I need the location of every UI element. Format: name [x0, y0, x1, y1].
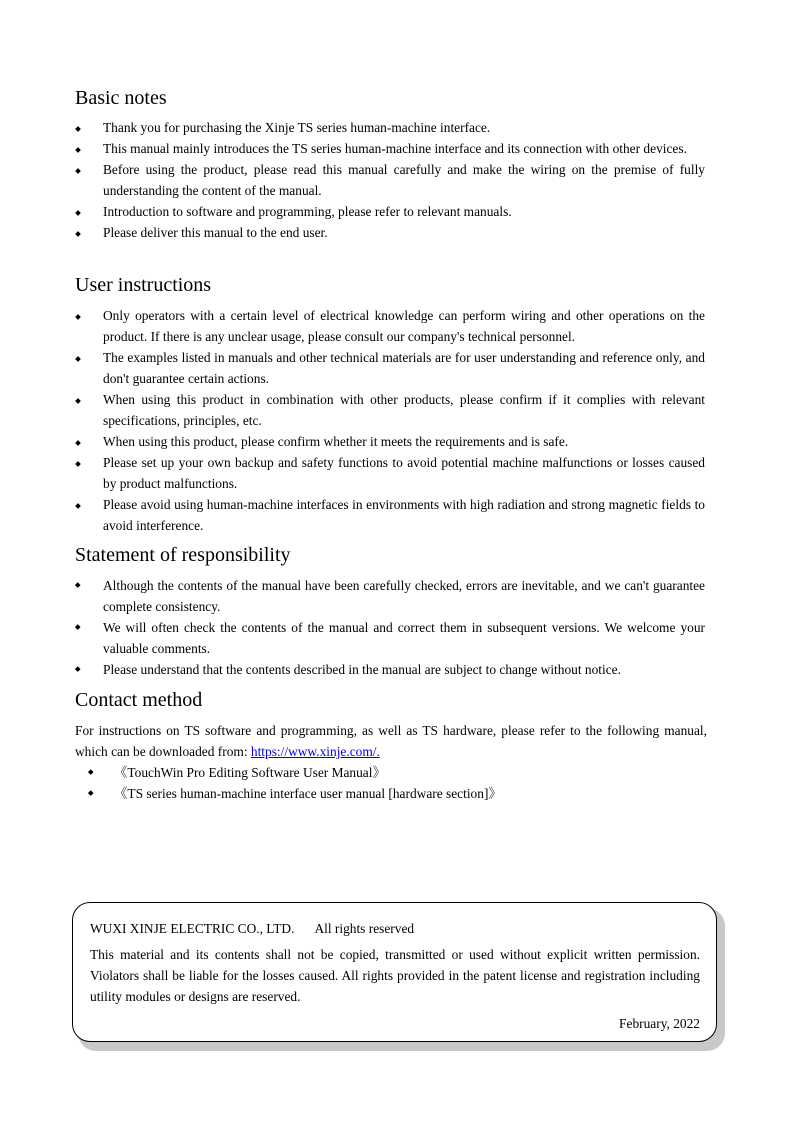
bullet-icon — [75, 222, 87, 243]
bullet-icon — [88, 762, 100, 783]
list-item: 《TouchWin Pro Editing Software User Manual》 — [88, 762, 502, 783]
contact-intro: For instructions on TS software and programming, as well as TS hardware, please refer to the following manual, which can be downloaded from: https://www.xinje.com/. — [75, 723, 707, 759]
list-item: Although the contents of the manual have been carefully checked, errors are inevitable, and we can't guarantee complete consistency. — [75, 575, 705, 617]
list-item: Only operators with a certain level of electrical knowledge can perform wiring and other operations on the product. If there is any unclear usage, please consult our company's technical personnel. — [75, 305, 705, 347]
list-item: Before using the product, please read this manual carefully and make the wiring on the premise of fully understanding the content of the manual. — [75, 159, 705, 201]
list-item: Please set up your own backup and safety functions to avoid potential machine malfunctions or losses caused by product malfunctions. — [75, 452, 705, 494]
bullet-icon — [75, 389, 87, 410]
list-item: Please understand that the contents described in the manual are subject to change without notice. — [75, 659, 705, 680]
bullet-icon — [75, 138, 87, 159]
company-name: WUXI XINJE ELECTRIC CO., LTD. — [90, 921, 295, 936]
bullet-icon — [88, 783, 100, 804]
contact-heading: Contact method — [75, 689, 203, 711]
bullet-icon — [75, 305, 87, 326]
manuals-list — [88, 762, 502, 804]
list-item: Please deliver this manual to the end user. — [75, 222, 705, 243]
statement-heading: Statement of responsibility — [75, 544, 291, 566]
list-item: 《TS series human-machine interface user manual [hardware section]》 — [88, 783, 502, 804]
user-instructions-heading: User instructions — [75, 274, 212, 296]
basic-notes-list — [75, 117, 705, 243]
user-instructions-list — [75, 305, 705, 536]
bullet-icon — [75, 347, 87, 368]
bullet-icon — [75, 494, 87, 515]
publication-date: February, 2022 — [619, 1016, 700, 1031]
list-item: When using this product, please confirm whether it meets the requirements and is safe. — [75, 431, 705, 452]
bullet-icon — [75, 431, 87, 452]
list-item: This manual mainly introduces the TS series human-machine interface and its connection with other devices. — [75, 138, 705, 159]
list-item: We will often check the contents of the manual and correct them in subsequent versions. We welcome your valuable comments. — [75, 617, 705, 659]
rights-text: All rights reserved — [314, 921, 415, 936]
bullet-icon — [75, 617, 87, 638]
copyright-notice: This material and its contents shall not be copied, transmitted or used without explicit written permission. Violators shall be liable for the losses caused. All rights provided in the patent license and registration including utility modules or designs are reserved. — [90, 947, 700, 1004]
bullet-icon — [75, 575, 87, 596]
download-link[interactable]: https://www.xinje.com/. — [250, 744, 380, 759]
bullet-icon — [75, 159, 87, 180]
list-item: The examples listed in manuals and other technical materials are for user understanding and reference only, and don't guarantee certain actions. — [75, 347, 705, 389]
statement-list — [75, 575, 705, 680]
list-item: Thank you for purchasing the Xinje TS series human-machine interface. — [75, 117, 705, 138]
basic-notes-heading: Basic notes — [75, 87, 167, 109]
bullet-icon — [75, 201, 87, 222]
bullet-icon — [75, 452, 87, 473]
bullet-icon — [75, 659, 87, 680]
list-item: When using this product in combination with other products, please confirm if it complies with relevant specifications, principles, etc. — [75, 389, 705, 431]
list-item: Please avoid using human-machine interfaces in environments with high radiation and strong magnetic fields to avoid interference. — [75, 494, 705, 536]
list-item: Introduction to software and programming, please refer to relevant manuals. — [75, 201, 705, 222]
bullet-icon — [75, 117, 87, 138]
copyright-box — [72, 902, 717, 1042]
company-line — [90, 918, 700, 939]
